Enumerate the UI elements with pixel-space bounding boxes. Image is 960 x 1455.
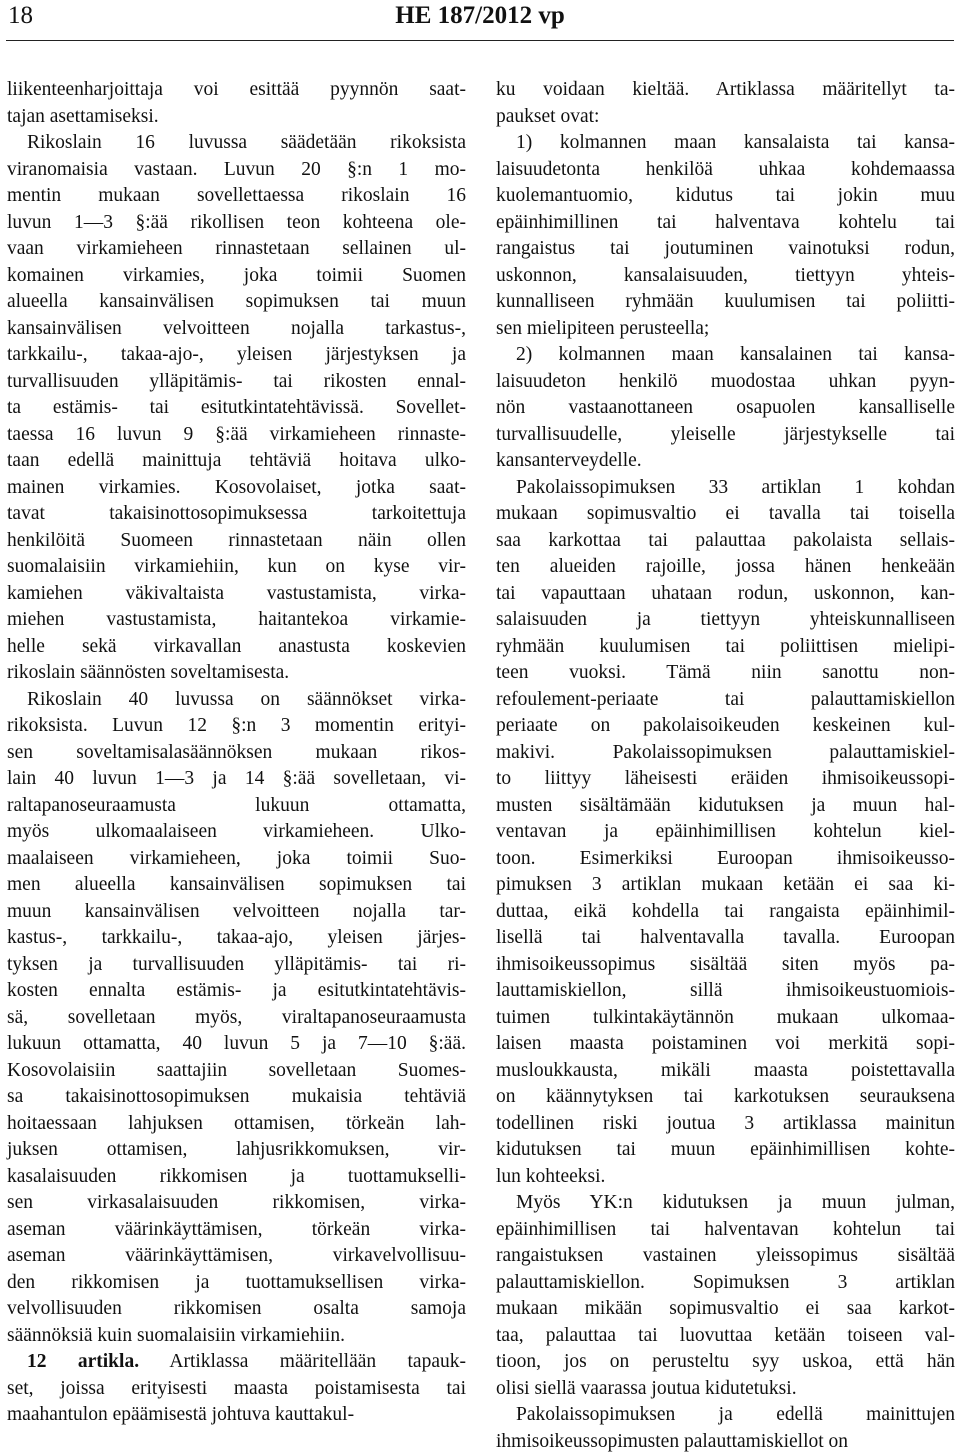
text-line: kansainvälisen velvoitteen nojalla tarkastus-, (7, 316, 466, 343)
text-line: velvollisuuden rikkomisen osalta samoja (7, 1296, 466, 1323)
text-line: raltapanoseuraamusta lukuun ottamatta, (7, 793, 466, 820)
text-line: rikoksista. Luvun 12 §:n 3 momentin erityi- (7, 713, 466, 740)
text-line: ku voidaan kieltää. Artiklassa määritellyt ta- (496, 77, 955, 104)
text-line: alueella kansainvälisen sopimuksen tai muun (7, 289, 466, 316)
text-line: maalaiseen virkamieheen, joka toimii Suo- (7, 846, 466, 873)
text-line-rest: Artiklassa määritellään tapauk- (139, 1351, 466, 1372)
text-line: tavat takaisinottosopimuksessa tarkoitettuja (7, 501, 466, 528)
text-line: mentin mukaan sovellettaessa rikoslain 16 (7, 183, 466, 210)
text-line: Rikoslain 40 luvussa on säännökset virka- (7, 687, 466, 714)
text-line: sen virkasalaisuuden rikkomisen, virka- (7, 1190, 466, 1217)
text-line: mukaan sopimusvaltio ei tavalla tai toisella (496, 501, 955, 528)
text-line: ten alueiden rajoille, jossa hänen henkeään (496, 554, 955, 581)
text-line: kosten ennalta estämis- ja esitutkintatehtävis- (7, 978, 466, 1005)
text-line: muun kansainvälisen velvoitteen nojalla tar- (7, 899, 466, 926)
text-line: lauttamiskiellon, sillä ihmisoikeustuomiois- (496, 978, 955, 1005)
text-line: suomalaisiin virkamiehiin, kun on kyse vir- (7, 554, 466, 581)
text-line: hoitaessaan lahjuksen ottamisen, törkeän lah- (7, 1111, 466, 1138)
text-line: komainen virkamies, joka toimii Suomen (7, 263, 466, 290)
text-line: ihmisoikeussopimus sisältää siten myös pa- (496, 952, 955, 979)
text-line: juksen ottamisen, lahjusrikkomuksen, vir- (7, 1137, 466, 1164)
text-line: pimuksen 3 artiklan mukaan ketään ei saa ki- (496, 872, 955, 899)
text-line: palauttamiskiellon. Sopimuksen 3 artiklan (496, 1270, 955, 1297)
text-line: periaate on pakolaisoikeuden keskeinen kul- (496, 713, 955, 740)
text-line: duttaa, eikä kohdella tai rangaista epäinhimil- (496, 899, 955, 926)
text-line: kamiehen väkivaltaista vastustamista, virka- (7, 581, 466, 608)
text-line: luvun 1—3 §:ää rikollisen teon kohteena ole- (7, 210, 466, 237)
text-line: 2) kolmannen maan kansalainen tai kansa- (496, 342, 955, 369)
text-line: salaisuuden ja tiettyyn yhteiskunnalliseen (496, 607, 955, 634)
text-line: Rikoslain 16 luvussa säädetään rikoksista (7, 130, 466, 157)
page-header (0, 0, 960, 40)
text-line: vaan virkamieheen rinnastetaan sellainen ul- (7, 236, 466, 263)
text-line: Pakolaissopimuksen ja edellä mainittujen (496, 1402, 955, 1429)
text-line (7, 1349, 466, 1376)
article-heading: 12 artikla. (27, 1351, 139, 1372)
text-line: ihmisoikeussopimusten palauttamiskiellot on (496, 1429, 955, 1455)
text-line: liikenteenharjoittaja voi esittää pyynnön saat- (7, 77, 466, 104)
text-line: laisuudetonta henkilöä uhkaa kohdemaassa (496, 157, 955, 184)
text-line: tarkkailu-, takaa-ajo-, yleisen järjestyksen ja (7, 342, 466, 369)
text-line: aseman väärinkäyttämisen, törkeän virka- (7, 1217, 466, 1244)
text-line: saa karkottaa tai palauttaa pakolaista sellais- (496, 528, 955, 555)
text-line: taa, palauttaa tai luovuttaa ketään toiseen val- (496, 1323, 955, 1350)
header-divider (6, 40, 954, 41)
text-line: säännöksiä kuin suomalaisiin virkamiehiin. (7, 1323, 466, 1350)
text-line: tyksen ja turvallisuuden ylläpitämis- tai ri- (7, 952, 466, 979)
text-line: musten sisältämään kidutuksen ja muun hal- (496, 793, 955, 820)
text-line: sa takaisinottosopimuksen mukaisia tehtäviä (7, 1084, 466, 1111)
text-line: helle sekä virkavallan anastusta koskevien (7, 634, 466, 661)
page-number: 18 (8, 1, 33, 31)
text-line: tai vapauttaan uhataan rodun, uskonnon, kan- (496, 581, 955, 608)
text-line: laisen maasta poistaminen voi merkitä sopi- (496, 1031, 955, 1058)
text-line: taan edellä mainittuja tehtäviä hoitava ulko- (7, 448, 466, 475)
text-line: mainen virkamies. Kosovolaiset, jotka saat- (7, 475, 466, 502)
text-line: rikoslain säännösten soveltamisesta. (7, 660, 466, 687)
document-id: HE 187/2012 vp (0, 1, 960, 31)
text-line: ta estämis- tai esitutkintatehtävissä. Sovellet- (7, 395, 466, 422)
text-line: musloukkausta, mikäli maasta poistettavalla (496, 1058, 955, 1085)
text-line: on käännytyksen tai karkotuksen seurauksena (496, 1084, 955, 1111)
text-line: Myös YK:n kidutuksen ja muun julman, (496, 1190, 955, 1217)
text-line: myös ulkomaalaiseen virkamieheen. Ulko- (7, 819, 466, 846)
text-line: epäinhimillinen tai halventava kohtelu tai (496, 210, 955, 237)
text-line: sen mielipiteen perusteella; (496, 316, 955, 343)
text-line: turvallisuuden ylläpitämis- tai rikosten ennal- (7, 369, 466, 396)
left-text-column (7, 77, 466, 1429)
text-line: miehen vastustamista, haitantekoa virkamie- (7, 607, 466, 634)
text-line: sen soveltamisalasäännöksen mukaan rikos- (7, 740, 466, 767)
text-line: sä, sovelletaan myös, viraltapanoseuraamusta (7, 1005, 466, 1032)
text-line: uskonnon, kansalaisuuden, tiettyyn yhteis- (496, 263, 955, 290)
text-line: ventavan ja epäinhimillisen kohtelun kiel- (496, 819, 955, 846)
text-line: ryhmään kuulumisen tai poliittisen mielipi- (496, 634, 955, 661)
text-line: todellinen riski joutua 3 artiklassa mainitun (496, 1111, 955, 1138)
text-line: paukset ovat: (496, 104, 955, 131)
text-line: toon. Esimerkiksi Euroopan ihmisoikeusso- (496, 846, 955, 873)
text-line: aseman väärinkäyttämisen, virkavelvollisuu- (7, 1243, 466, 1270)
text-line: Pakolaissopimuksen 33 artiklan 1 kohdan (496, 475, 955, 502)
text-line: laisuudeton henkilö muodostaa uhkan pyyn- (496, 369, 955, 396)
text-line: den rikkomisen ja tuottamuksellisen virka- (7, 1270, 466, 1297)
text-line: makivi. Pakolaissopimuksen palauttamiskiel- (496, 740, 955, 767)
text-line: kuolemantuomio, kidutus tai jokin muu (496, 183, 955, 210)
text-line: 1) kolmannen maan kansalaista tai kansa- (496, 130, 955, 157)
text-line: epäinhimillisen tai halventavan kohtelun tai (496, 1217, 955, 1244)
text-line: lisellä tai halventavalla tavalla. Euroopan (496, 925, 955, 952)
text-line: olisi siellä vaarassa joutua kidutetuksi. (496, 1376, 955, 1403)
text-line: men alueella kansainvälisen sopimuksen tai (7, 872, 466, 899)
text-line: rangaistuksen vastainen yleissopimus sisältää (496, 1243, 955, 1270)
text-line: lun kohteeksi. (496, 1164, 955, 1191)
text-line: henkilöitä Suomeen rinnastetaan näin ollen (7, 528, 466, 555)
text-line: tajan asettamiseksi. (7, 104, 466, 131)
text-line: turvallisuudelle, yleiselle järjestykselle tai (496, 422, 955, 449)
right-text-column (496, 77, 955, 1455)
text-line: lukuun ottamatta, 40 luvun 5 ja 7—10 §:ää. (7, 1031, 466, 1058)
text-line: set, joissa erityisesti maasta poistamisesta tai (7, 1376, 466, 1403)
text-line: kastus-, tarkkailu-, takaa-ajo, yleisen järjes- (7, 925, 466, 952)
text-line: kansanterveydelle. (496, 448, 955, 475)
text-line: tioon, jos on perusteltu syy uskoa, että hän (496, 1349, 955, 1376)
text-line: lain 40 luvun 1—3 ja 14 §:ää sovelletaan, vi- (7, 766, 466, 793)
text-line: kasalaisuuden rikkomisen ja tuottamukselli- (7, 1164, 466, 1191)
text-line: nön vastaanottaneen osapuolen kansalliselle (496, 395, 955, 422)
text-line: tuimen tulkintakäytännön mukaan ulkomaa- (496, 1005, 955, 1032)
text-line: rangaistus tai joutuminen vainotuksi rodun, (496, 236, 955, 263)
text-line: kidutuksen tai muun epäinhimillisen kohte- (496, 1137, 955, 1164)
text-line: maahantulon epäämisestä johtuva kauttakul- (7, 1402, 466, 1429)
text-line: to liittyy läheisesti eräiden ihmisoikeussopi- (496, 766, 955, 793)
text-line: mukaan mikään sopimusvaltio ei saa karkot- (496, 1296, 955, 1323)
text-line: Kosovolaisiin saattajiin sovelletaan Suomes- (7, 1058, 466, 1085)
text-line: kunnalliseen ryhmään kuulumisen tai poliitti- (496, 289, 955, 316)
text-line: viranomaisia vastaan. Luvun 20 §:n 1 mo- (7, 157, 466, 184)
text-line: teen vuoksi. Tämä niin sanottu non- (496, 660, 955, 687)
text-line: refoulement-periaate tai palauttamiskiellon (496, 687, 955, 714)
text-line: taessa 16 luvun 9 §:ää virkamieheen rinnaste- (7, 422, 466, 449)
